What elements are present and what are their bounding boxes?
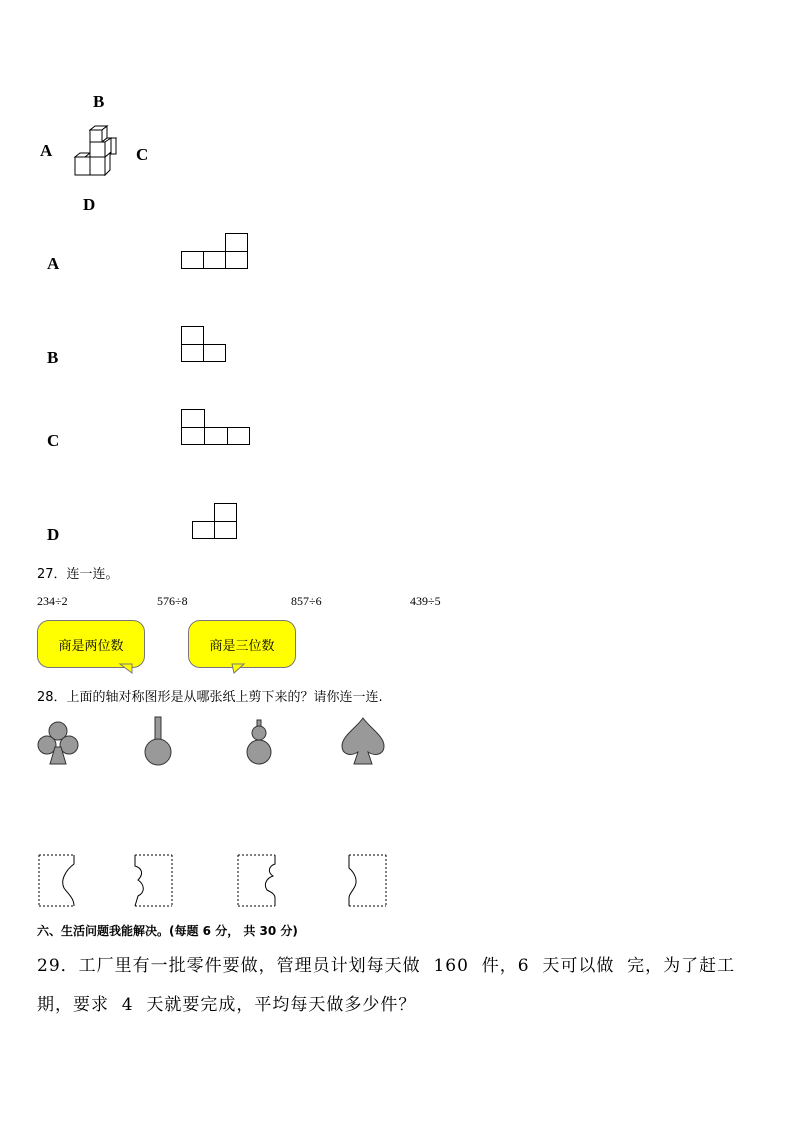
option-d-label: D bbox=[47, 525, 60, 544]
q27-expression-4: 439÷5 bbox=[410, 594, 441, 608]
option-d-figure bbox=[192, 503, 238, 540]
view-label-d: D bbox=[83, 195, 96, 214]
bubble-three-digit-label: 商是三位数 bbox=[209, 638, 275, 654]
option-c-label: C bbox=[47, 431, 60, 450]
bubble-three-digit-quotient[interactable] bbox=[188, 620, 296, 668]
bubble-two-digit-quotient[interactable] bbox=[37, 620, 145, 668]
option-b-figure bbox=[181, 326, 227, 363]
club-shape-icon bbox=[36, 720, 80, 766]
folded-paper-3 bbox=[237, 854, 279, 908]
q29-line-1: 29．工厂里有一批零件要做，管理员计划每天做 160 件，6 天可以做 完，为了赶工 bbox=[37, 956, 736, 976]
bubble-two-digit-label: 商是两位数 bbox=[58, 638, 124, 654]
section-6-heading: 六、生活问题我能解决。(每题 6 分， 共 30 分) bbox=[37, 924, 298, 938]
q27-expression-2: 576÷8 bbox=[157, 594, 188, 608]
cube-stack-figure bbox=[70, 125, 122, 180]
view-label-a: A bbox=[40, 141, 53, 160]
q27-expression-1: 234÷2 bbox=[37, 594, 68, 608]
bubble-two-digit-tail bbox=[120, 664, 134, 674]
lollipop-shape-icon bbox=[142, 716, 174, 766]
q28-prompt: 28．上面的轴对称图形是从哪张纸上剪下来的？请你连一连. bbox=[37, 690, 383, 705]
option-a-label: A bbox=[47, 254, 60, 273]
folded-paper-4 bbox=[346, 854, 388, 908]
option-c-figure bbox=[181, 409, 251, 446]
spade-shape-icon bbox=[340, 716, 386, 766]
folded-paper-2 bbox=[132, 854, 174, 908]
view-label-c: C bbox=[136, 145, 149, 164]
q29-line-2: 期，要求 4 天就要完成，平均每天做多少件？ bbox=[37, 995, 417, 1015]
gourd-shape-icon bbox=[244, 720, 274, 766]
folded-paper-1 bbox=[38, 854, 78, 908]
option-b-label: B bbox=[47, 348, 59, 367]
bubble-three-digit-tail bbox=[232, 664, 246, 674]
q27-expression-3: 857÷6 bbox=[291, 594, 322, 608]
option-a-figure bbox=[181, 233, 249, 270]
view-label-b: B bbox=[93, 92, 105, 111]
q27-prompt: 27．连一连。 bbox=[37, 567, 119, 582]
